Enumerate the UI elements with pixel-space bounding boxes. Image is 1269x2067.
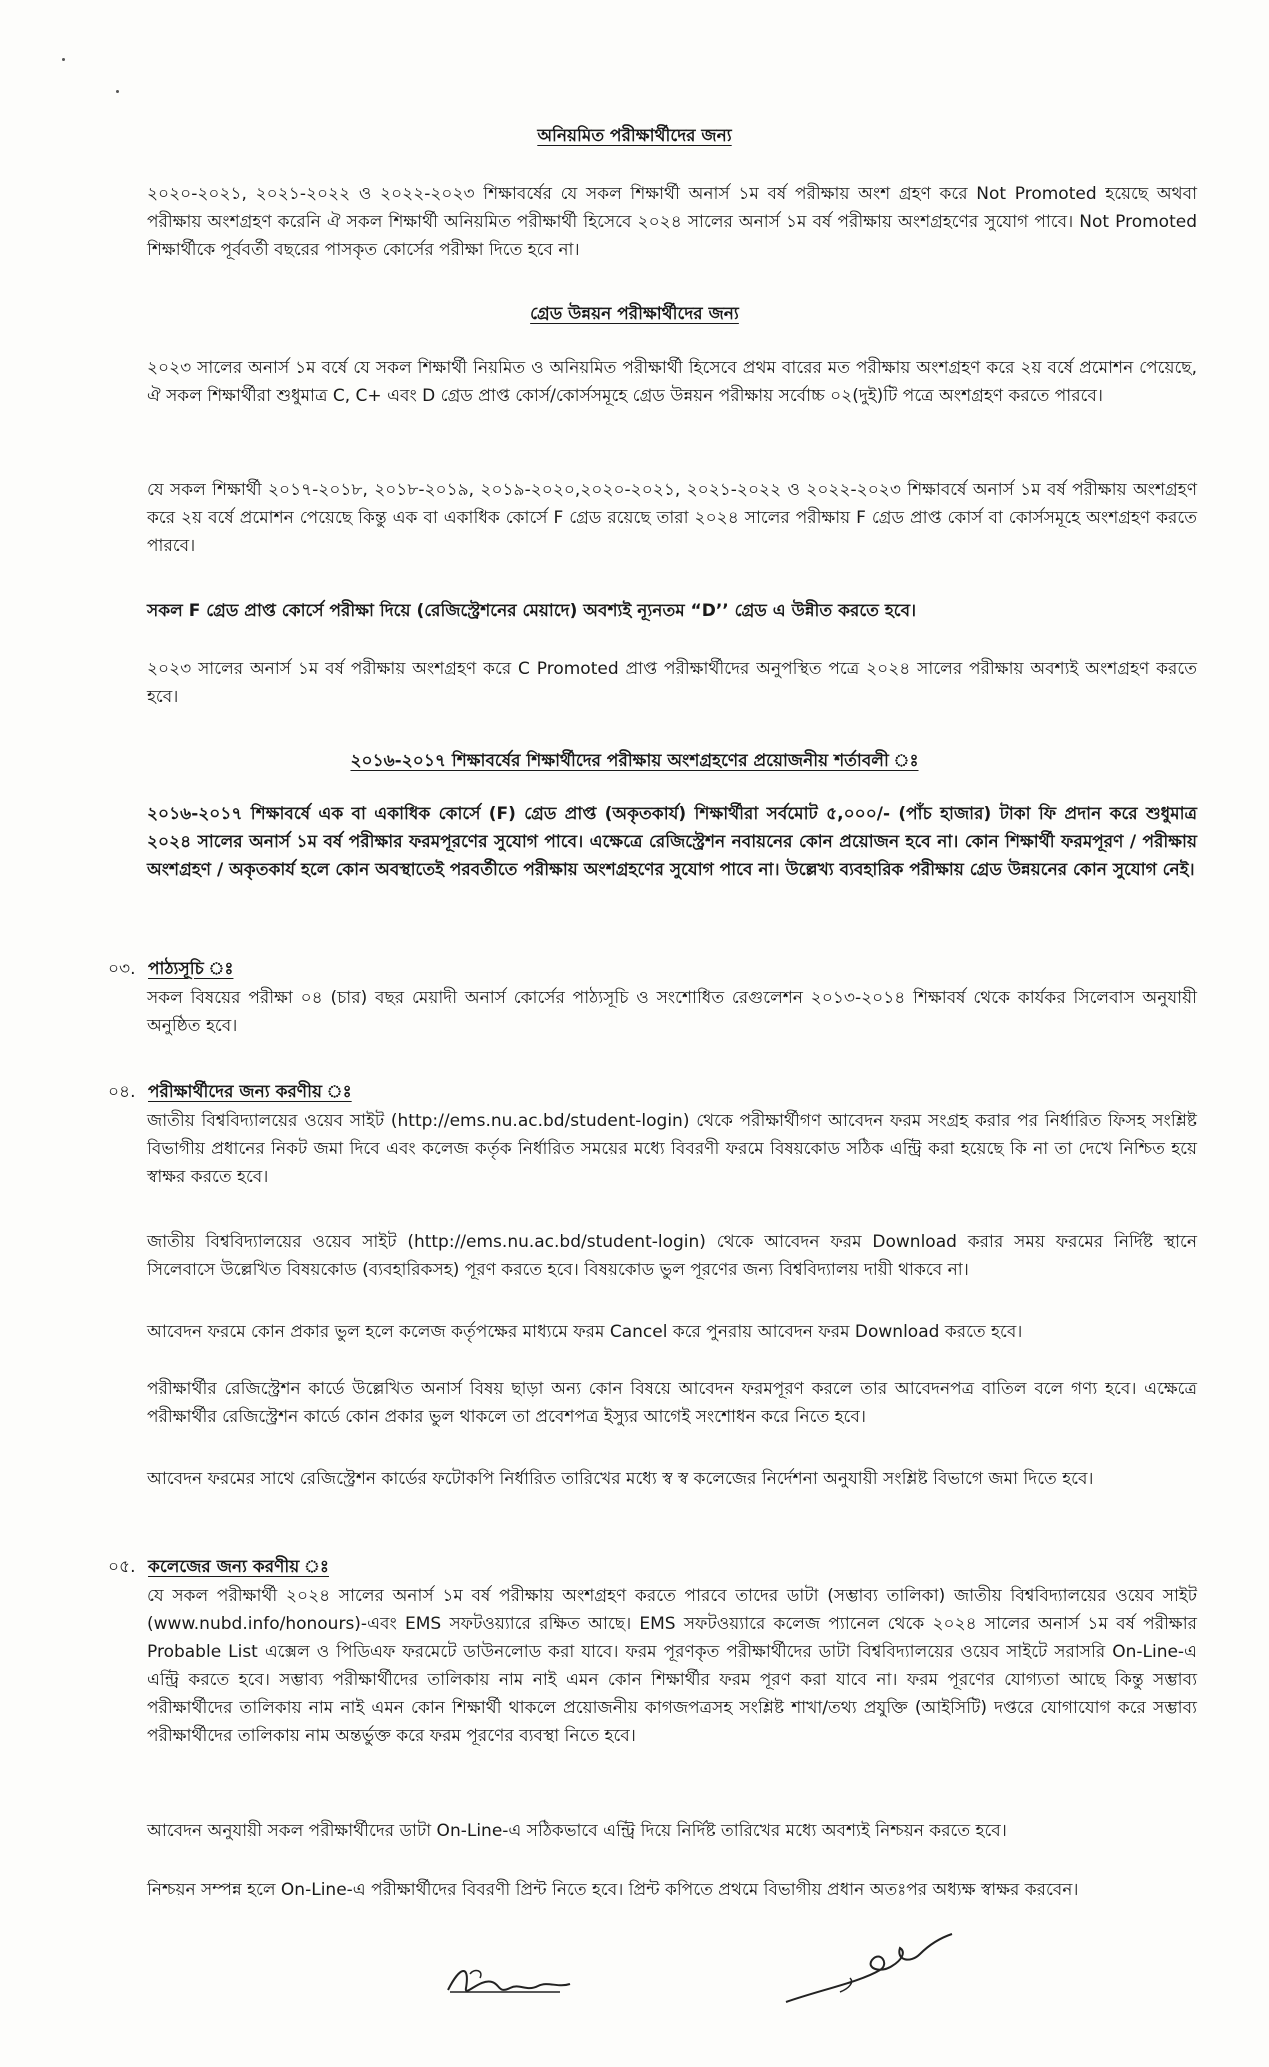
grade-improvement-heading: গ্রেড উন্নয়ন পরীক্ষার্থীদের জন্য [530,304,739,324]
candidates-paragraph-4: পরীক্ষার্থীর রেজিস্ট্রেশন কার্ডে উল্লেখিত অনার্স বিষয় ছাড়া অন্য কোন বিষয়ে আবেদন ফরমপূরণ করলে তার আবেদনপত্র বাতিল বলে গণ্য হবে। এক্ষেত্রে পরীক্ষার্থীর রেজিস্ট্রেশন কার্ডে কোন প্রকার ভুল থাকলে তা প্রবেশপত্র ইস্যুর আগেই সংশোধন করে নিতে হবে। [147,1379,1197,1427]
grade-improvement-paragraph-2: যে সকল শিক্ষার্থী ২০১৭-২০১৮, ২০১৮-২০১৯, ২০১৯-২০২০,২০২০-২০২১, ২০২১-২০২২ ও ২০২২-২০২৩ শিক্ষাবর্ষে অনার্স ১ম বর্ষ পরীক্ষায় অংশগ্রহণ করে ২য় বর্ষে প্রমোশন পেয়েছে কিন্তু এক বা একাধিক কোর্সে F গ্রেড রয়েছে তারা ২০২৪ সালের পরীক্ষায় F গ্রেড প্রাপ্ত কোর্স বা কোর্সসমূহে অংশগ্রহণ করতে পারবে। [147,480,1197,556]
candidates-paragraph-5: আবেদন ফরমের সাথে রেজিস্ট্রেশন কার্ডের ফটোকপি নির্ধারিত তারিখের মধ্যে স্ব স্ব কলেজের নির্দেশনা অনুযায়ী সংশ্লিষ্ট বিভাগে জমা দিতে হবে। [147,1469,1094,1489]
candidates-paragraph-2: জাতীয় বিশ্ববিদ্যালয়ের ওয়েব সাইট (http://ems.nu.ac.bd/student-login) থেকে আবেদন ফরম Download করার সময় ফরমের নির্দিষ্ট স্থানে সিলেবাসে উল্লেখিত বিষয়কোড (ব্যবহারিকসহ) পূরণ করতে হবে। বিষয়কোড ভুল পূরণের জন্য বিশ্ববিদ্যালয় দায়ী থাকবে না। [147,1232,1197,1280]
grade-improvement-paragraph-3: সকল F গ্রেড প্রাপ্ত কোর্সে পরীক্ষা দিয়ে (রেজিস্ট্রেশনের মেয়াদে) অবশ্যই ন্যূনতম “D’’ গ্রেড এ উন্নীত করতে হবে। [147,601,917,621]
college-heading: কলেজের জন্য করণীয় ঃ [148,1557,329,1577]
session-2016-paragraph: ২০১৬-২০১৭ শিক্ষাবর্ষে এক বা একাধিক কোর্সে (F) গ্রেড প্রাপ্ত (অকৃতকার্য) শিক্ষার্থীরা সর্বমোট ৫,০০০/- (পাঁচ হাজার) টাকা ফি প্রদান করে শুধুমাত্র ২০২৪ সালের অনার্স ১ম বর্ষ পরীক্ষার ফরমপূরণের সুযোগ পাবে। এক্ষেত্রে রেজিস্ট্রেশন নবায়নের কোন প্রয়োজন হবে না। কোন শিক্ষার্থী ফরমপূরণ / পরীক্ষায় অংশগ্রহণ / অকৃতকার্য হলে কোন অবস্থাতেই পরবর্তীতে পরীক্ষায় অংশগ্রহণের সুযোগ পাবে না। উল্লেখ্য ব্যবহারিক পরীক্ষায় গ্রেড উন্নয়নের কোন সুযোগ নেই। [147,804,1197,880]
session-2016-heading: ২০১৬-২০১৭ শিক্ষাবর্ষের শিক্ষার্থীদের পরীক্ষায় অংশগ্রহণের প্রয়োজনীয় শর্তাবলী ঃ [350,751,919,771]
candidates-heading: পরীক্ষার্থীদের জন্য করণীয় ঃ [148,1082,352,1102]
signature-right [780,1930,960,2010]
candidates-number: ০৪. [108,1082,136,1102]
college-paragraph-2: আবেদন অনুযায়ী সকল পরীক্ষার্থীদের ডাটা On-Line-এ সঠিকভাবে এন্ট্রি দিয়ে নির্দিষ্ট তারিখের মধ্যে অবশ্যই নিশ্চয়ন করতে হবে। [147,1821,1007,1841]
syllabus-paragraph: সকল বিষয়ের পরীক্ষা ০৪ (চার) বছর মেয়াদী অনার্স কোর্সের পাঠ্যসূচি ও সংশোধিত রেগুলেশন ২০১৩-২০১৪ শিক্ষাবর্ষ থেকে কার্যকর সিলেবাস অনুযায়ী অনুষ্ঠিত হবে। [147,988,1197,1036]
college-paragraph-3: নিশ্চয়ন সম্পন্ন হলে On-Line-এ পরীক্ষার্থীদের বিবরণী প্রিন্ট নিতে হবে। প্রিন্ট কপিতে প্রথমে বিভাগীয় প্রধান অতঃপর অধ্যক্ষ স্বাক্ষর করবেন। [147,1880,1079,1900]
irregular-heading: অনিয়মিত পরীক্ষার্থীদের জন্য [537,126,732,146]
scan-speck [116,90,119,93]
scan-speck [62,58,65,61]
syllabus-heading-row [108,955,233,983]
college-number: ০৫. [108,1557,136,1577]
candidates-paragraph-3: আবেদন ফরমে কোন প্রকার ভুল হলে কলেজ কর্তৃপক্ষের মাধ্যমে ফরম Cancel করে পুনরায় আবেদন ফরম Download করতে হবে। [147,1322,1023,1342]
grade-improvement-paragraph-4: ২০২৩ সালের অনার্স ১ম বর্ষ পরীক্ষায় অংশগ্রহণ করে C Promoted প্রাপ্ত পরীক্ষার্থীদের অনুপস্থিত পত্রে ২০২৪ সালের পরীক্ষায় অবশ্যই অংশগ্রহণ করতে হবে। [147,659,1197,707]
college-paragraph-1: যে সকল পরীক্ষার্থী ২০২৪ সালের অনার্স ১ম বর্ষ পরীক্ষায় অংশগ্রহণ করতে পারবে তাদের ডাটা (সম্ভাব্য তালিকা) জাতীয় বিশ্ববিদ্যালয়ের ওয়েব সাইট (www.nubd.info/honours)-এবং EMS সফটওয়্যারে রক্ষিত আছে। EMS সফটওয়্যারে কলেজ প্যানেল থেকে ২০২৪ সালের অনার্স ১ম বর্ষ পরীক্ষার Probable List এক্সেল ও পিডিএফ ফরমেটে ডাউনলোড করা যাবে। ফরম পূরণকৃত পরীক্ষার্থীদের ডাটা বিশ্ববিদ্যালয়ের ওয়েব সাইটে সরাসরি On-Line-এ এন্ট্রি করতে হবে। সম্ভাব্য পরীক্ষার্থীদের তালিকায় নাম নাই এমন কোন শিক্ষার্থীর ফরম পূরণ করা যাবে না। ফরম পূরণের যোগ্যতা আছে কিন্তু সম্ভাব্য পরীক্ষার্থীদের তালিকায় নাম নাই এমন কোন শিক্ষার্থী থাকলে প্রয়োজনীয় কাগজপত্রসহ সংশ্লিষ্ট শাখা/তথ্য প্রযুক্তি (আইসিটি) দপ্তরে যোগাযোগ করে সম্ভাব্য পরীক্ষার্থীদের তালিকায় নাম অন্তর্ভুক্ত করে ফরম পূরণের ব্যবস্থা নিতে হবে। [147,1586,1197,1746]
candidates-heading-row [108,1078,352,1106]
syllabus-number: ০৩. [108,959,136,979]
candidates-paragraph-1: জাতীয় বিশ্ববিদ্যালয়ের ওয়েব সাইট (http://ems.nu.ac.bd/student-login) থেকে পরীক্ষার্থীগণ আবেদন ফরম সংগ্রহ করার পর নির্ধারিত ফিসহ সংশ্লিষ্ট বিভাগীয় প্রধানের নিকট জমা দিবে এবং কলেজ কর্তৃক নির্ধারিত সময়ের মধ্যে বিবরণী ফরমে বিষয়কোড সঠিক এন্ট্রি করা হয়েছে কি না তা দেখে নিশ্চিত হয়ে স্বাক্ষর করতে হবে। [147,1111,1197,1187]
syllabus-heading: পাঠ্যসূচি ঃ [148,959,234,979]
irregular-paragraph: ২০২০-২০২১, ২০২১-২০২২ ও ২০২২-২০২৩ শিক্ষাবর্ষের যে সকল শিক্ষার্থী অনার্স ১ম বর্ষ পরীক্ষায় অংশ গ্রহণ করে Not Promoted হয়েছে অথবা পরীক্ষায় অংশগ্রহণ করেনি ঐ সকল শিক্ষার্থী অনিয়মিত পরীক্ষার্থী হিসেবে ২০২৪ সালের অনার্স ১ম বর্ষ পরীক্ষায় অংশগ্রহণের সুযোগ পাবে। Not Promoted শিক্ষার্থীকে পূর্ববর্তী বছরের পাসকৃত কোর্সের পরীক্ষা দিতে হবে না। [147,184,1197,260]
signature-left [440,1948,580,2008]
grade-improvement-paragraph-1: ২০২৩ সালের অনার্স ১ম বর্ষে যে সকল শিক্ষার্থী নিয়মিত ও অনিয়মিত পরীক্ষার্থী হিসেবে প্রথম বারের মত পরীক্ষায় অংশগ্রহণ করে ২য় বর্ষে প্রমোশন পেয়েছে, ঐ সকল শিক্ষার্থীরা শুধুমাত্র C, C+ এবং D গ্রেড প্রাপ্ত কোর্স/কোর্সসমূহে গ্রেড উন্নয়ন পরীক্ষায় সর্বোচ্চ ০২(দুই)টি পত্রে অংশগ্রহণ করতে পারবে। [147,358,1197,406]
college-heading-row [108,1553,329,1581]
